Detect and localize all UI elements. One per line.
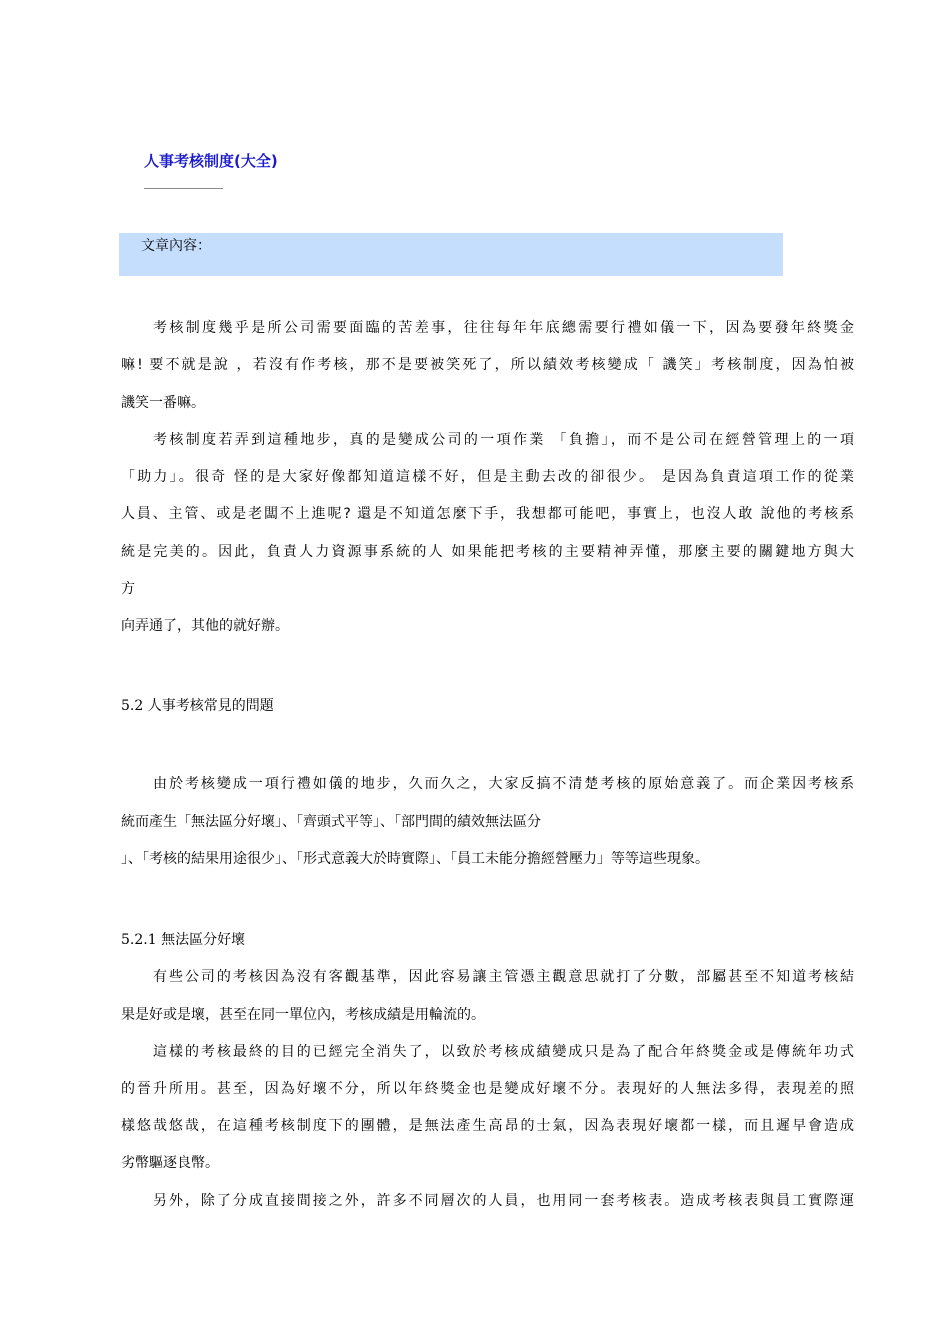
intro-line: 統是完美的。因此，負責人力資源事系統的人 如果能把考核的主要精神弄懂，那麼主要的關鍵地方與大	[121, 544, 854, 560]
content-label: 文章內容：	[141, 238, 211, 254]
section-5-2-1-line: 劣幣驅逐良幣。	[121, 1155, 219, 1171]
section-heading-5-2: 5.2 人事考核常見的問題	[121, 698, 274, 714]
section-5-2-line: 」、「考核的結果用途很少」、「形式意義大於時實際」、「員工未能分擔經營壓力」等等這些現象。	[121, 851, 709, 867]
content-header-bar	[119, 233, 783, 276]
section-5-2-1-line: 的晉升所用。甚至，因為好壞不分，所以年終獎金也是變成好壞不分。表現好的人無法多得，表現差的照	[121, 1081, 854, 1097]
document-title: 人事考核制度(大全)	[144, 152, 278, 170]
section-5-2-1-line: 果是好或是壞，甚至在同一單位內，考核成績是用輪流的。	[121, 1007, 485, 1023]
intro-line: 「助力」。很奇 怪的是大家好像都知道這樣不好，但是主動去改的卻很少。 是因為負責這項工作的從業	[121, 469, 854, 485]
section-5-2-1-line: 有些公司的考核因為沒有客觀基準，因此容易讓主管憑主觀意思就打了分數，部屬甚至不知道考核結	[153, 969, 854, 985]
intro-line: 人員、主管、或是老闆不上進呢? 還是不知道怎麼下手，我想都可能吧，事實上，也沒人敢 說他的考核系	[121, 506, 854, 522]
intro-line: 考核制度若弄到這種地步，真的是變成公司的一項作業 「負擔」，而不是公司在經營管理上的一項	[153, 432, 854, 448]
title-underline	[144, 188, 223, 189]
intro-line: 譏笑一番嘛。	[121, 395, 205, 411]
section-5-2-line: 統而產生「無法區分好壞」、「齊頭式平等」、「部門間的績效無法區分	[121, 814, 541, 830]
section-5-2-line: 由於考核變成一項行禮如儀的地步，久而久之，大家反搞不清楚考核的原始意義了。而企業因考核系	[153, 776, 854, 792]
intro-line: 考核制度幾乎是所公司需要面臨的苦差事，往往每年年底總需要行禮如儀一下，因為要發年終獎金	[153, 320, 854, 336]
section-heading-5-2-1: 5.2.1 無法區分好壞	[121, 932, 246, 948]
intro-line: 嘛! 要不就是說 ，若沒有作考核，那不是要被笑死了，所以績效考核變成「 譏笑」考核制度，因為怕被	[121, 357, 854, 373]
section-5-2-1-line: 這樣的考核最終的目的已經完全消失了，以致於考核成績變成只是為了配合年終獎金或是傳統年功式	[153, 1044, 854, 1060]
section-5-2-1-line: 另外，除了分成直接間接之外，許多不同層次的人員，也用同一套考核表。造成考核表與員工實際運	[153, 1193, 854, 1209]
intro-line: 向弄通了，其他的就好辦。	[121, 618, 289, 634]
section-5-2-1-line: 樣悠哉悠哉，在這種考核制度下的團體，是無法產生高昂的士氣，因為表現好壞都一樣，而且遲早會造成	[121, 1118, 854, 1134]
intro-line: 方	[121, 581, 135, 597]
